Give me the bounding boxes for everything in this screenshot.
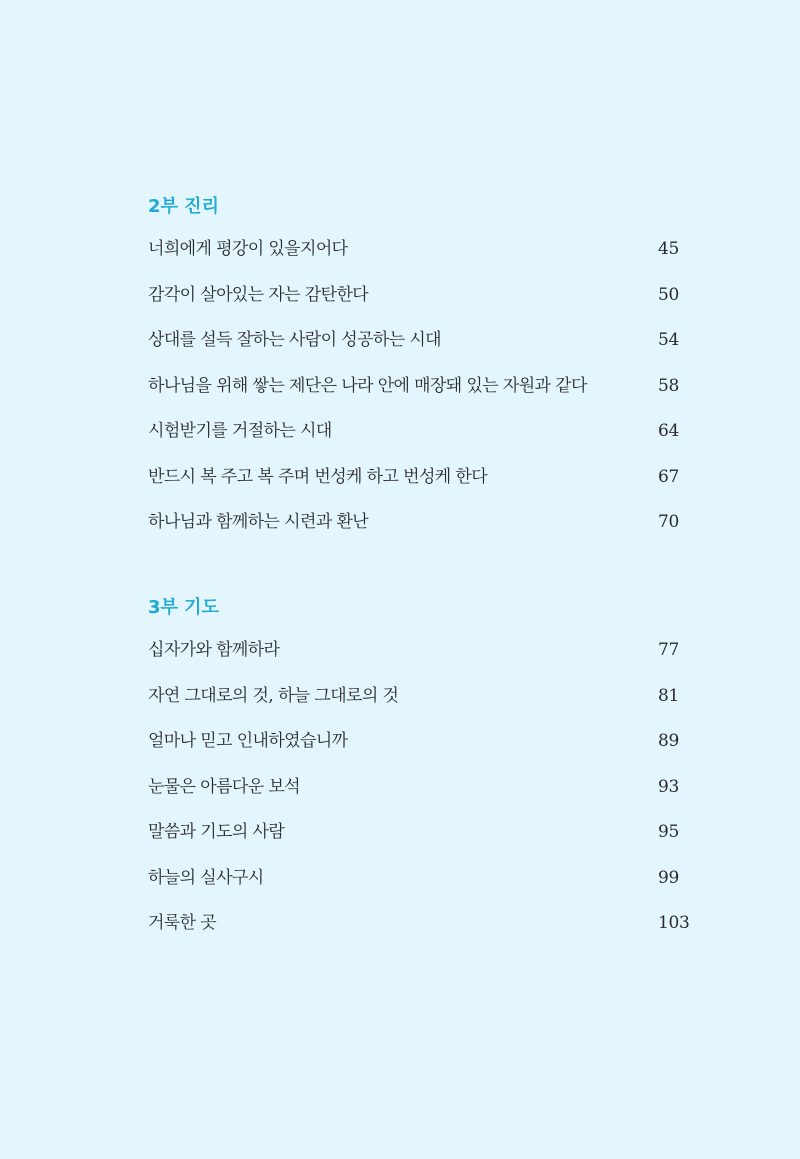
toc-list bbox=[148, 235, 688, 554]
toc-entry[interactable] bbox=[148, 281, 688, 327]
entry-title: 눈물은 아름다운 보석 bbox=[148, 776, 301, 797]
toc-entry[interactable] bbox=[148, 372, 688, 418]
toc-section-3 bbox=[148, 594, 688, 955]
toc-list bbox=[148, 636, 688, 955]
entry-title: 자연 그대로의 것, 하늘 그대로의 것 bbox=[148, 685, 399, 706]
entry-page-number: 89 bbox=[658, 731, 680, 751]
entry-title: 하나님을 위해 쌓는 제단은 나라 안에 매장돼 있는 자원과 같다 bbox=[148, 375, 587, 396]
entry-title: 하나님과 함께하는 시련과 환난 bbox=[148, 512, 369, 532]
toc-entry[interactable] bbox=[148, 508, 688, 554]
entry-page-number: 54 bbox=[658, 330, 680, 350]
entry-page-number: 81 bbox=[658, 685, 680, 706]
entry-title: 하늘의 실사구시 bbox=[148, 867, 264, 888]
entry-title: 얼마나 믿고 인내하였습니까 bbox=[148, 731, 348, 751]
toc-entry[interactable] bbox=[148, 727, 688, 773]
toc-entry[interactable] bbox=[148, 326, 688, 372]
entry-page-number: 103 bbox=[658, 913, 690, 933]
entry-page-number: 45 bbox=[658, 239, 680, 259]
entry-title: 거룩한 곳 bbox=[148, 913, 217, 933]
toc-entry[interactable] bbox=[148, 773, 688, 819]
entry-page-number: 50 bbox=[658, 284, 680, 305]
entry-page-number: 64 bbox=[658, 421, 680, 441]
entry-title: 반드시 복 주고 복 주며 번성케 하고 번성케 한다 bbox=[148, 466, 488, 487]
toc-entry[interactable] bbox=[148, 417, 688, 463]
section-title: 3부 기도 bbox=[148, 597, 219, 618]
section-title: 2부 진리 bbox=[148, 196, 219, 217]
entry-page-number: 67 bbox=[658, 466, 680, 487]
entry-page-number: 93 bbox=[658, 776, 680, 797]
entry-title: 감각이 살아있는 자는 감탄한다 bbox=[148, 284, 369, 305]
toc-entry[interactable] bbox=[148, 463, 688, 509]
toc-entry[interactable] bbox=[148, 682, 688, 728]
toc-section-2 bbox=[148, 193, 688, 554]
entry-page-number: 95 bbox=[658, 822, 680, 842]
entry-title: 시험받기를 거절하는 시대 bbox=[148, 421, 332, 441]
toc-entry[interactable] bbox=[148, 636, 688, 682]
entry-page-number: 70 bbox=[658, 512, 680, 532]
entry-title: 너희에게 평강이 있을지어다 bbox=[148, 239, 348, 259]
entry-page-number: 77 bbox=[658, 640, 680, 660]
entry-page-number: 58 bbox=[658, 375, 680, 396]
toc-entry[interactable] bbox=[148, 909, 688, 955]
toc-entry[interactable] bbox=[148, 864, 688, 910]
toc-entry[interactable] bbox=[148, 818, 688, 864]
entry-title: 상대를 설득 잘하는 사람이 성공하는 시대 bbox=[148, 330, 441, 350]
entry-title: 말씀과 기도의 사람 bbox=[148, 822, 285, 842]
toc-entry[interactable] bbox=[148, 235, 688, 281]
entry-page-number: 99 bbox=[658, 867, 680, 888]
entry-title: 십자가와 함께하라 bbox=[148, 640, 280, 660]
